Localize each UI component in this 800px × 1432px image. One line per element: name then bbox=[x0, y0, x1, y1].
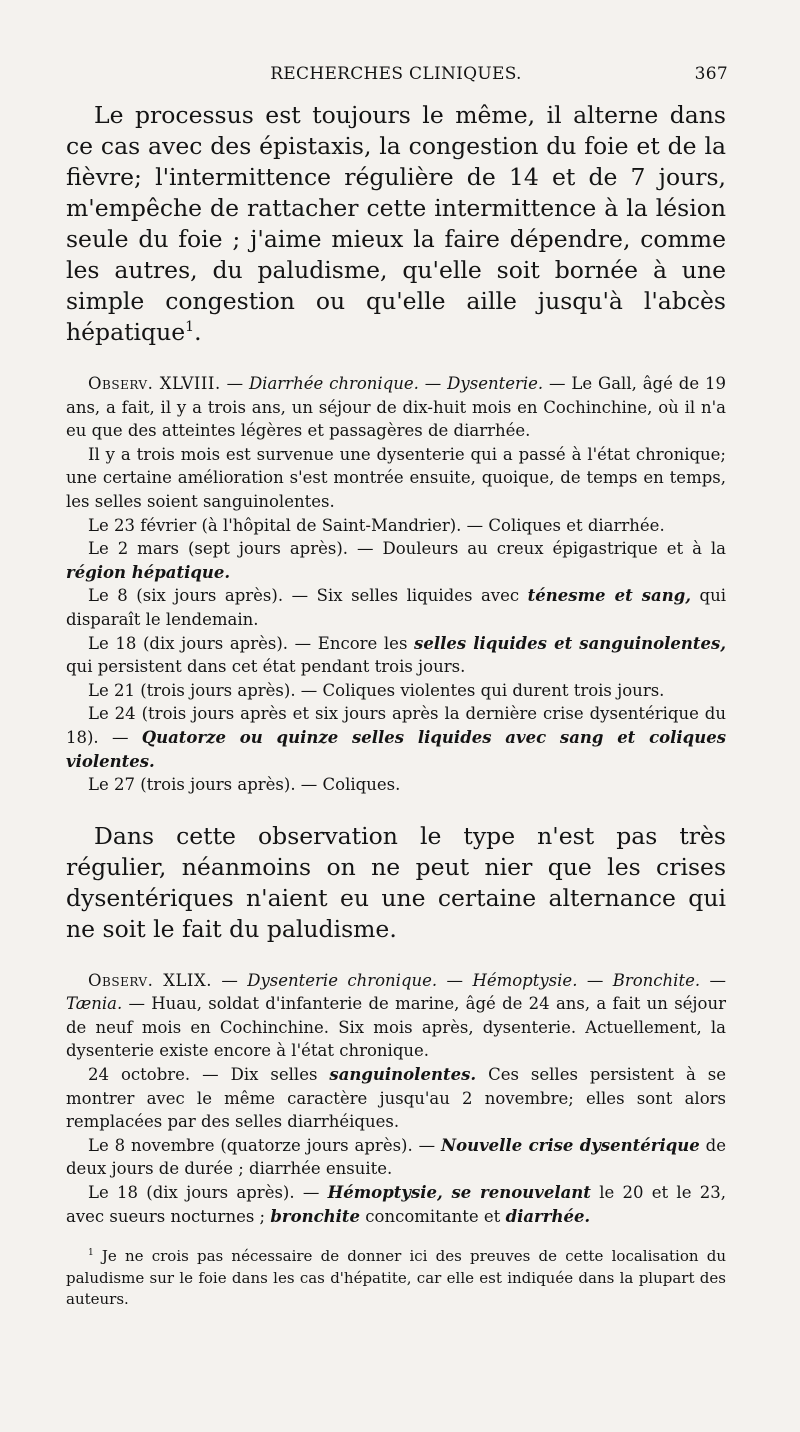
obs48-p5b: ténesme et sang, bbox=[527, 586, 691, 606]
obs48-p9: Le 27 (trois jours après). — Coliques. bbox=[88, 775, 401, 795]
obs49-p4d: bronchite bbox=[270, 1206, 361, 1226]
obs49-p4 bbox=[66, 1181, 726, 1228]
obs49-title4: Tænia. bbox=[66, 994, 123, 1014]
obs49-intro-rest: — Huau, soldat d'infanterie de marine, âgé de 24 ans, a fait un séjour de neuf mois en Cochinchine. Six mois après, dysenterie. Actuellement, la dysenterie existe encore à l'état chronique. bbox=[66, 994, 726, 1061]
footnote-reference: 1 bbox=[185, 319, 195, 336]
obs49-p2b: sanguinolentes. bbox=[329, 1065, 477, 1085]
obs48-title2: Dysenterie. bbox=[447, 374, 544, 393]
obs49-p3b: Nouvelle crise dysentérique bbox=[441, 1135, 700, 1155]
obs48-intro-rest: — Le Gall, âgé de 19 ans, a fait, il y a trois ans, un séjour de dix-huit mois en Cochinchine, où il n'a eu que des atteintes légères et passagères de diarrhée. bbox=[66, 374, 726, 441]
obs48-p5 bbox=[66, 584, 726, 631]
observation-48 bbox=[66, 372, 726, 797]
obs49-title2: Hémoptysie. bbox=[472, 970, 578, 990]
lead-text-end: . bbox=[194, 318, 202, 346]
commentary-text: Dans cette observation le type n'est pas très régulier, néanmoins on ne peut nier que les crises dysentériques n'aient eu une certaine alternance qui ne soit le fait du paludisme. bbox=[66, 821, 726, 943]
obs49-p3a: Le 8 novembre (quatorze jours après). — bbox=[88, 1135, 441, 1155]
obs48-p6a: Le 18 (dix jours après). — Encore les bbox=[88, 633, 415, 653]
obs49-p3c: de deux jours de durée ; diarrhée ensuite. bbox=[66, 1135, 726, 1179]
obs49-intro bbox=[66, 969, 726, 1063]
footnote-body: Je ne crois pas nécessaire de donner ici des preuves de cette localisation du paludisme sur le foie dans les cas d'hépatite, car elle est indiquée dans la plupart des auteurs. bbox=[66, 1247, 726, 1309]
lead-text bbox=[66, 100, 726, 348]
obs48-p8 bbox=[66, 702, 726, 773]
obs49-p2a: 24 octobre. — Dix selles bbox=[88, 1065, 330, 1085]
obs48-p8b: Quatorze ou quinze selles liquides avec sang et coliques violentes. bbox=[66, 727, 726, 771]
lead-paragraph bbox=[66, 100, 726, 348]
obs49-p3 bbox=[66, 1134, 726, 1181]
obs49-sep1: — bbox=[211, 970, 248, 990]
obs48-sep1: — bbox=[220, 374, 249, 393]
obs49-title3: Bronchite. bbox=[612, 970, 701, 990]
footnote bbox=[66, 1246, 726, 1311]
obs49-sep3: — bbox=[577, 970, 613, 990]
obs49-p4e: concomitante et bbox=[360, 1206, 506, 1226]
obs48-p8a: Le 24 (trois jours après et six jours après la dernière crise dysentérique du 18). — bbox=[66, 704, 726, 747]
obs49-label: Observ. XLIX. bbox=[88, 970, 212, 990]
observation-49 bbox=[66, 969, 726, 1229]
obs49-p4f: diarrhée. bbox=[505, 1206, 591, 1226]
obs48-p7: Le 21 (trois jours après). — Coliques violentes qui durent trois jours. bbox=[88, 680, 665, 700]
obs49-p4a: Le 18 (dix jours après). — bbox=[88, 1183, 328, 1203]
footnote-text bbox=[66, 1246, 726, 1311]
obs48-title1: Diarrhée chronique. bbox=[248, 374, 419, 393]
obs48-p4 bbox=[66, 537, 726, 584]
obs48-label: Observ. XLVIII. bbox=[88, 374, 221, 393]
obs48-p5c: qui disparaît le lendemain. bbox=[66, 586, 726, 629]
page-number: 367 bbox=[694, 64, 728, 84]
obs49-sep4: — bbox=[700, 970, 726, 990]
obs49-p4c: le 20 et le 23, avec sueurs nocturnes ; bbox=[66, 1183, 726, 1226]
obs48-p4a: Le 2 mars (sept jours après). — Douleurs au creux épigastrique et à la bbox=[88, 539, 726, 559]
obs48-intro bbox=[66, 372, 726, 443]
obs49-p4b: Hémoptysie, se renouvelant bbox=[327, 1183, 591, 1203]
obs49-p2c: Ces selles persistent à se montrer avec le même caractère jusqu'au 2 novembre; elles sont alors remplacées par des selles diarrhéiques. bbox=[66, 1065, 727, 1132]
obs49-title1: Dysenterie chronique. bbox=[247, 970, 438, 990]
obs48-p6 bbox=[66, 632, 726, 679]
obs48-sep2: — bbox=[418, 374, 448, 393]
running-header bbox=[66, 64, 726, 96]
obs48-p4b: région hépatique. bbox=[66, 562, 231, 582]
obs49-p2 bbox=[66, 1063, 726, 1134]
obs49-sep2: — bbox=[437, 970, 473, 990]
obs48-p6b: selles liquides et sanguinolentes, bbox=[414, 633, 727, 653]
lead-text-body: Le processus est toujours le même, il alterne dans ce cas avec des épistaxis, la congestion du foie et de la fièvre; l'intermittence régulière de 14 et de 7 jours, m'empêche de rattacher cette intermittence à la lésion seule du foie ; j'aime mieux la faire dépendre, comme les autres, du paludisme, qu'elle soit bornée à une simple congestion ou qu'elle aille jusqu'à l'abcès hépatique bbox=[66, 101, 726, 346]
obs48-p2: Il y a trois mois est survenue une dysenterie qui a passé à l'état chronique; une certaine amélioration s'est montrée ensuite, quoique, de temps en temps, les selles soient sanguinolentes. bbox=[66, 444, 726, 511]
running-title: RECHERCHES CLINIQUES. bbox=[270, 64, 522, 84]
footnote-mark: 1 bbox=[88, 1248, 94, 1259]
obs48-p3: Le 23 février (à l'hôpital de Saint-Mandrier). — Coliques et diarrhée. bbox=[88, 515, 665, 535]
obs48-p6c: qui persistent dans cet état pendant trois jours. bbox=[66, 657, 466, 677]
commentary-paragraph bbox=[66, 821, 726, 945]
obs48-p5a: Le 8 (six jours après). — Six selles liquides avec bbox=[88, 586, 528, 606]
